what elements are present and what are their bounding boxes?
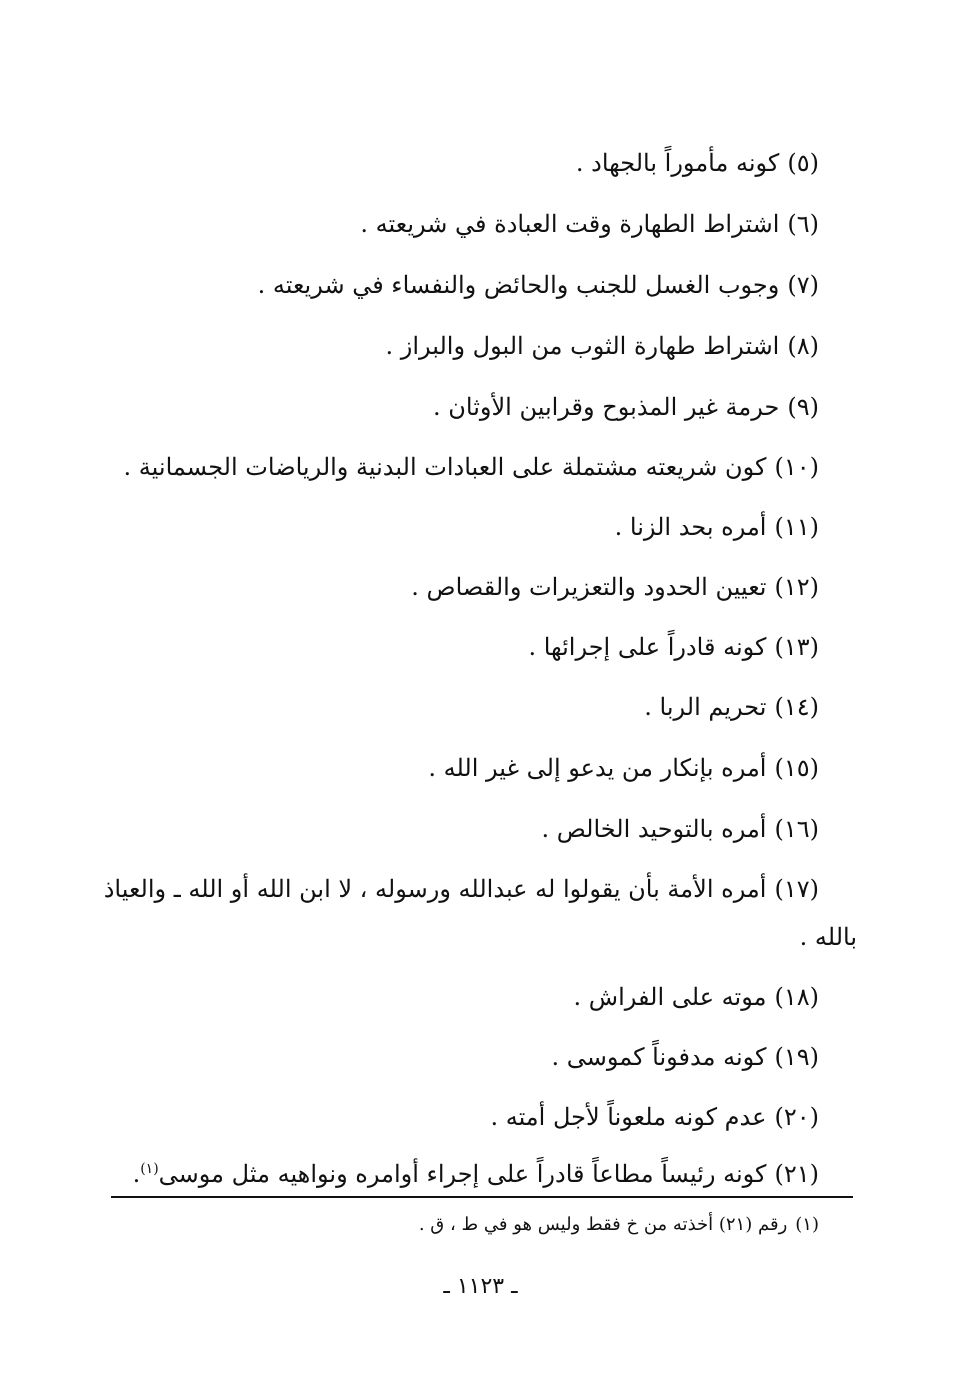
item-number: (٢٠) bbox=[774, 1103, 819, 1131]
item-number: (١٦) bbox=[774, 815, 819, 843]
item-text: حرمة غير المذبوح وقرابين الأوثان . bbox=[433, 393, 780, 421]
item-text: اشتراط طهارة الثوب من البول والبراز . bbox=[385, 332, 780, 360]
item-number: (١٢) bbox=[774, 573, 819, 601]
list-item-continuation bbox=[800, 920, 857, 954]
footnote bbox=[419, 1212, 819, 1238]
footnote-divider bbox=[111, 1196, 853, 1198]
item-text-continuation: بالله . bbox=[799, 923, 857, 951]
list-item bbox=[428, 751, 819, 785]
item-text: اشتراط الطهارة وقت العبادة في شريعته . bbox=[360, 210, 780, 238]
item-text: أمره بالتوحيد الخالص . bbox=[541, 815, 767, 843]
item-number: (٩) bbox=[787, 393, 819, 421]
footnote-text: رقم (٢١) أخذته من خ فقط وليس هو في ط ، ق . bbox=[418, 1214, 788, 1235]
item-text: وجوب الغسل للجنب والحائض والنفساء في شريعته . bbox=[257, 271, 780, 299]
item-number: (٦) bbox=[787, 210, 819, 238]
footnote-reference: (١) bbox=[140, 1161, 159, 1177]
item-text: تحريم الربا . bbox=[644, 693, 767, 721]
item-number: (٥) bbox=[787, 149, 819, 177]
list-item bbox=[411, 570, 819, 604]
item-number: (١٩) bbox=[774, 1043, 819, 1071]
list-item bbox=[360, 207, 819, 241]
item-text: تعيين الحدود والتعزيرات والقصاص . bbox=[411, 573, 767, 601]
item-number: (١١) bbox=[774, 513, 819, 541]
list-item bbox=[133, 1157, 819, 1191]
list-item bbox=[433, 390, 819, 424]
item-number: (١٧) bbox=[774, 875, 819, 903]
item-text: أمره الأمة بأن يقولوا له عبدالله ورسوله ، لا ابن الله أو الله ـ والعياذ bbox=[103, 875, 767, 903]
item-text: عدم كونه ملعوناً لأجل أمته . bbox=[490, 1103, 767, 1131]
item-number: (١٠) bbox=[774, 453, 819, 481]
item-text: كونه مأموراً بالجهاد . bbox=[575, 149, 780, 177]
list-item bbox=[528, 630, 819, 664]
list-item bbox=[258, 268, 819, 302]
item-number: (٨) bbox=[787, 332, 819, 360]
list-item bbox=[551, 1040, 819, 1074]
item-number: (١٨) bbox=[774, 983, 819, 1011]
item-text: كونه رئيساً مطاعاً قادراً على إجراء أوامره ونواهيه مثل موسى bbox=[158, 1160, 767, 1188]
item-text: كونه مدفوناً كموسى . bbox=[551, 1043, 767, 1071]
list-item bbox=[385, 329, 819, 363]
item-text: كونه قادراً على إجرائها . bbox=[528, 633, 767, 661]
item-number: (٧) bbox=[787, 271, 819, 299]
item-number: (١٤) bbox=[774, 693, 819, 721]
item-end-mark: . bbox=[132, 1160, 141, 1188]
list-item bbox=[541, 812, 819, 846]
item-text: موته على الفراش . bbox=[573, 983, 767, 1011]
item-text: أمره بإنكار من يدعو إلى غير الله . bbox=[428, 754, 767, 782]
page-number: ـ ١١٢٣ ـ bbox=[443, 1274, 518, 1299]
list-item bbox=[576, 146, 819, 180]
list-item bbox=[490, 1100, 819, 1134]
list-item bbox=[574, 980, 819, 1014]
item-number: (١٥) bbox=[774, 754, 819, 782]
item-text: كون شريعته مشتملة على العبادات البدنية والرياضات الجسمانية . bbox=[123, 453, 767, 481]
footnote-number: (١) bbox=[795, 1214, 819, 1235]
list-item bbox=[644, 690, 819, 724]
item-number: (٢١) bbox=[774, 1160, 819, 1188]
item-number: (١٣) bbox=[774, 633, 819, 661]
item-text: أمره بحد الزنا . bbox=[614, 513, 767, 541]
list-item bbox=[615, 510, 819, 544]
list-item bbox=[103, 872, 819, 906]
list-item bbox=[124, 450, 819, 484]
